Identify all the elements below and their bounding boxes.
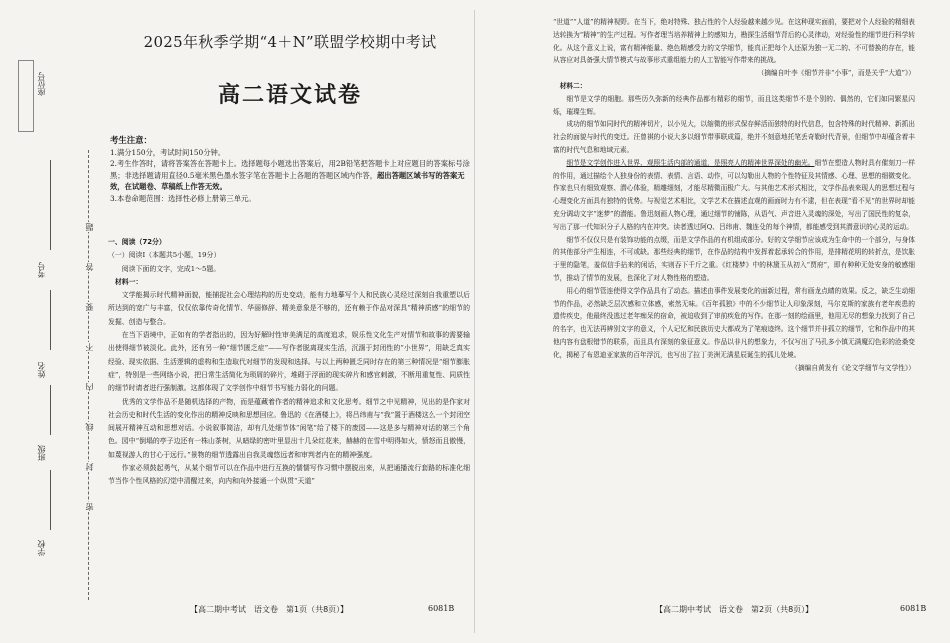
paragraph: 在当下语境中，正如有的学者指出的，因为好解时性审美满足的高度追求，娱乐性文化生产对情节和故事的需要输出使得细节被淡化。此外，还有另一种“细节匮乏症”——写作者脱离现实生活，沉湎于封闭性的“小世界”，用缺乏真实经验、现实依据、生活逻辑的虚构和生造取代对细节的发现和选择。与以上两种匮乏同时存在的第三种情况是“细节膨胀症”，特别是一些网络小说，把日常生活简化为琐屑的碎片，堆砌于浮面的现实碎片和感官刺激，不断用重复性、同质性的细节时请者进行强制激。这都体现了文学创作中细节书写能力弱化的问题。 xyxy=(108,331,470,393)
paragraph: 细节是文学创作进入世界、观照生活内部的通道，是照亮人的精神世界深处的幽光。细节在塑造人物时具有催刻刀一样的作用，通过描绘个人独身份的表情、表情、言语、动作，可以勾勒出人物的个性特征及其情感、心理、思想的细微变化。作家也只有细致观察、潜心体验，精雕细刻，才能尽精微而极广大。与其他艺术形式相比，文学作品表来现人的思想过程与心理变化方面具有独特的优势。与视觉艺术相比，文学艺术在描述直观的画面时力有不逮，但在表现“看不见”的世界时却能充分调动文字“迷梦”的潜能。鲁迅刻画人物心理，通过细节的铺陈，从语气、声音进入灵魂的深处，写出了国民性的复杂，写出了那一代知识分子人格的内在冲突。读者透过阿Q、吕纬甫、魏连殳的每个神情，都能感受到其潜意识的心灵的运动。 xyxy=(553,158,916,231)
seal-dashed-line xyxy=(88,150,89,600)
source-citation: （摘编自叶李《细节并非“小事”，而是关乎“大道”》） xyxy=(757,69,915,78)
paragraph: 成功的细节如同时代的精神切片，以小见大，以缩微的形式保存鲜活而独特的时代信息，包含特殊的时代精神、新抓出社会的面貌与时代的变迁。汪曾祺的小说大多以细节带事联成篇，绝并不刻意地托笔丢奇勒时代背景，但细节中却蕴含着丰富的时代气息和地域元素。 xyxy=(553,120,915,154)
page-footer: 【高二期中考试 语文卷 第1页（共8页）】 xyxy=(190,605,349,614)
reading-section-right xyxy=(553,16,915,374)
exam-title: 2025年秋季学期“4＋N”联盟学校期中考试 xyxy=(143,33,437,51)
binding-label-exam-number: 考号 xyxy=(37,262,46,278)
page-footer: 【高二期中考试 语文卷 第2页（共8页）】 xyxy=(655,605,814,614)
notice-item: 1.满分150分，考试时间150分钟。 xyxy=(110,147,226,157)
class-line[interactable] xyxy=(50,385,51,435)
name-line[interactable] xyxy=(50,290,51,350)
subsection-heading: （一）阅读Ⅰ（本题共5小题，19分） xyxy=(108,251,221,260)
school-line[interactable] xyxy=(50,470,51,530)
paper-title: 高二语文试卷 xyxy=(217,83,362,108)
seal-char: 不 xyxy=(85,343,94,351)
binding-label-class: 班级 xyxy=(37,445,46,461)
paper-code: 6081B xyxy=(428,604,455,613)
paragraph: 细节不仅仅只是有装饰功能的点缀，而是文学作品的有机组成部分。好的文学细节应该成为生命中的一个部分，与身体的其他部分产生相连，不可或缺。那些经典的细节，在作品的结构中发挥着起承转合的作用，是排精花明的转折点，是饮胀于里的隐笔，羞似信手拈来的闲话，实则吞下千斤之重。《红楼梦》中的林黛玉从初入“贾府”，即有种种无处安身的敏感细节，推动了情节的发展，也深化了对人物性格的塑造。 xyxy=(553,235,915,282)
instruction: 阅读下面的文字，完成1～5题。 xyxy=(121,264,221,273)
paragraph: 文学能揭示时代精神面貌，能捕捉社会心理结构的历史变动，能有力地摹写个人和民族心灵经过深刻自我重塑以后所达到的宽广与丰富，仅仅依靠传奇化情节、华丽修辞、精美意象是不够的，还有赖于作品对深具“精神质感”的细节的发掘、创造与整合。 xyxy=(108,291,470,326)
notice-bold-warning: 超出答题区域书写的答案无效，在试题卷、草稿纸上作答无效。 xyxy=(110,170,465,192)
paragraph: 用心的细节管连使得文学作品具有了动态。描述由事件发展变化的面新过程，常有画龙点睛的效果。反之，缺乏生动细节的作品，必然缺乏层次感和立体感，索然无味。《百年孤独》中的不少细节让人印象深刻，马尔克斯的家族有老年疾患的遗传疾史，他最终没逃过老年痴呆的宿命，被迫收到了审前疾危的写作。在那一刻的绘画里，他用无尽的想象力找到了自己的名字，也无法再辨别文字的意义，个人记忆和民族历史大都成为了笔痕迹终。这个细节并非孤立的细节，它和作品中的其他内容有盘根错节的联系，而且具有深刻的象征意义。作品以非凡的想象力，不仅写出了马孔多小镇无满魔幻色彩的沧桑变化，揭秘了布恩迪亚家族的百年浮沉，也写出了拉丁美洲无满星辰诞生的孤儿处境。 xyxy=(553,286,915,359)
seal-char: 密 xyxy=(85,503,94,511)
binding-label-seat: 座位号 xyxy=(37,72,46,96)
seal-char: 要 xyxy=(85,303,94,311)
paper-code: 6081B xyxy=(900,604,927,613)
paragraph: “世道”“人道”的精神视野。在当下，绝对特殊、独占性的个人经验越来越少见。在这种现实面前，要把对个人经验的精细表达转换为“精神”的生产过程。写作者理当培养精神上的感知力，勘探生活细节背后的心灵律动，对经验性的细节进行科学转化。从这个意义上说，富有精神能量、绝色精感受力的文学细节，能真正把每个人还原为独一无二的、不可替换的存在，能从容应对具备强大情节模式与故事形式重组能力的人工智能写作带来的挑战。 xyxy=(553,18,915,65)
seal-char: 答 xyxy=(85,263,94,271)
notice-heading: 考生注意： xyxy=(110,135,152,145)
binding-label-school: 学校 xyxy=(37,540,46,556)
candidate-notice xyxy=(110,135,470,205)
seal-char: 题 xyxy=(85,223,94,231)
material-one-label: 材料一： xyxy=(114,277,143,286)
paragraph: 细节是文学的细胞。那些历久弥新的经典作品都有精彩的细节，而且这类细节不是个别的、偶然的，它们如同繁星闪烁，璀璨生辉。 xyxy=(553,94,915,116)
paragraph: 优秀的文学作品不是随机选择的产物，而是蕴藏着作者的精神追求和文化思考。细节之中见精神，见出的是作家对社会历史和时代生活的变化作出的精神反映和思想回应。鲁迅的《在酒楼上》，将吕纬甫与“我”置于酒楼这么一个封闭空间展开精神互动和思想对话。小说叙事简洁，却有几处细节体“闲笔”给了楼下的废园——这是多与精神对话的第三个角色。园中“倒塌的亭子边还有一株山茶树，从暗绿的密叶里显出十几朵红花来，赫赫的在雪中明得如火，愤怒而且傲慢，如蔑视游人的甘心于远行。”景物的细节透露出自我灵魂悠远者和审判者内在的精神强度。 xyxy=(108,397,470,459)
seal-char: 内 xyxy=(85,383,94,391)
binding-label-name: 姓名 xyxy=(37,362,46,378)
paragraph: 作家必须鼓起勇气，从某个细节可以在作品中进行互换的懦懦写作习惯中摆脱出来，从把通播流行套路的标准化细节当作个性风格的幻觉中清醒过来，向内和向外接通一个纵贯“天道” xyxy=(108,464,470,486)
section-heading: 一、阅读（72分） xyxy=(108,238,166,246)
seal-char: 封 xyxy=(85,463,94,471)
right-page xyxy=(475,0,950,643)
reading-section-left xyxy=(108,236,470,489)
notice-item: 2.考生作答时，请将答案答在答题卡上。选择题每小题选出答案后，用2B铅笔把答题卡上对应题目的答案标号涂黑；非选择题请用直径0.5毫米黑色墨水签字笔在答题卡上各题的答题区域内作答，超出答题区域书写的答案无效，在试题卷、草稿纸上作答无效。 xyxy=(110,159,470,192)
exam-number-line[interactable] xyxy=(50,160,51,250)
seat-number-box[interactable] xyxy=(18,60,34,132)
material-two-label: 材料二： xyxy=(559,81,587,90)
source-citation: （摘编自黄发有《论文学细节与文学性》） xyxy=(791,363,915,372)
notice-item: 3.本卷命题范围：选择性必修上册第三单元。 xyxy=(110,193,256,203)
seal-char: 线 xyxy=(85,423,94,431)
